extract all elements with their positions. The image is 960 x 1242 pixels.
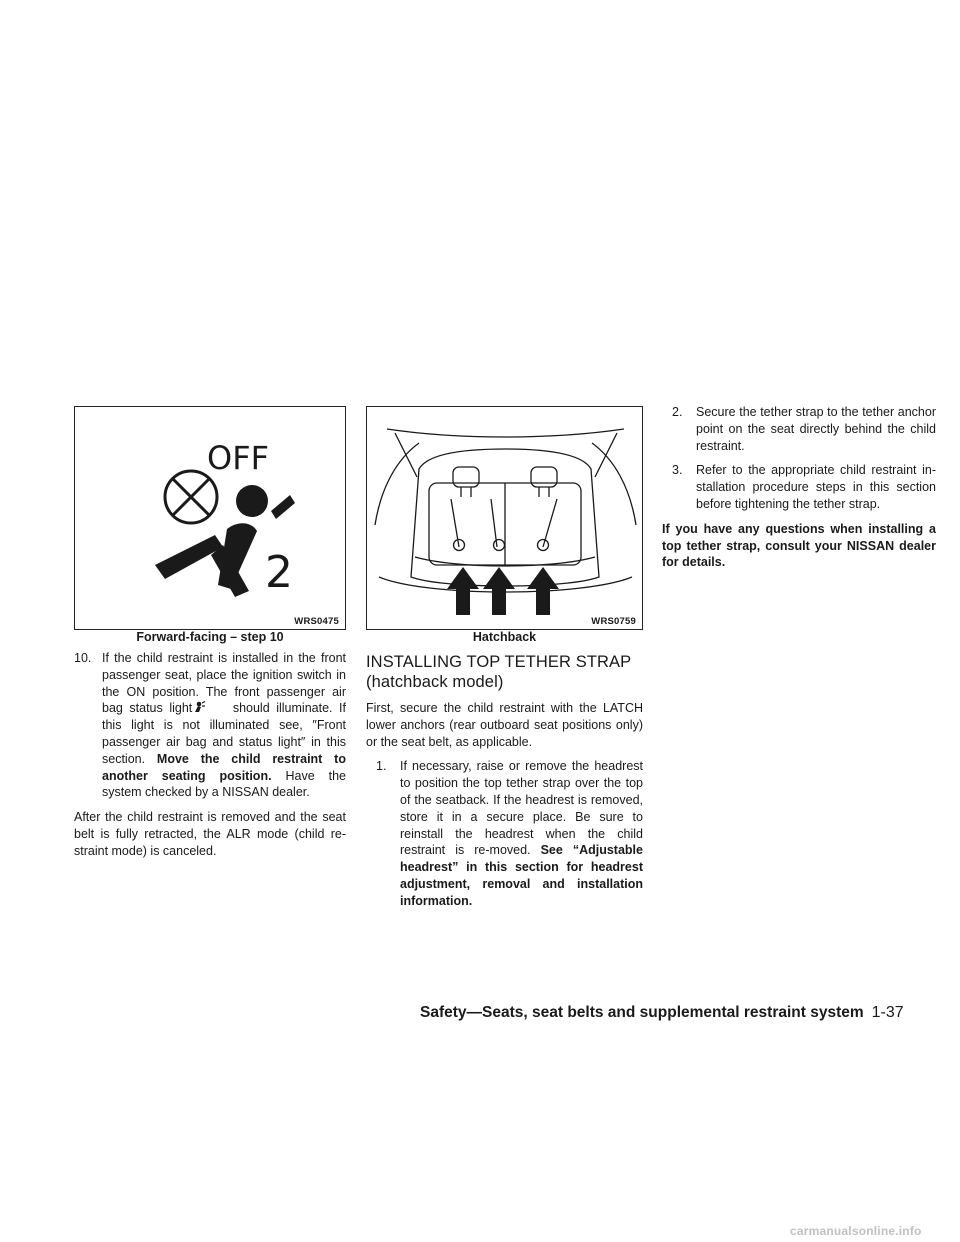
heading-line: (hatchback model) — [366, 673, 504, 691]
step-text: Have the system checked by a NISSAN dealer. — [102, 768, 346, 800]
step-text: Secure the tether strap to the tether anchor point on the seat directly behind the child restraint. — [696, 405, 936, 453]
step-text: If necessary, raise or remove the headrest to position the top tether strap over the top of the seatback. If the headrest is removed, store it in a secure place. Be sure to reinstall the headrest when the child restraint is re-moved. — [400, 759, 643, 858]
step-number: 1. — [376, 759, 387, 774]
step-warning: Move the child restraint to another seating position. — [102, 751, 346, 783]
page-footer — [420, 1004, 940, 1022]
airbag-off-figure — [74, 406, 346, 630]
step-1 — [376, 758, 643, 909]
hatchback-figure — [366, 406, 643, 630]
step-reference: See “Adjustable headrest” in this section for headrest adjustment, removal and installation information. — [400, 843, 643, 908]
step-2 — [672, 404, 936, 454]
dealer-note: If you have any questions when installing a top tether strap, consult your NISSAN dealer for details. — [662, 521, 936, 570]
figure-code: WRS0759 — [591, 616, 636, 627]
hatchback-cargo-illustration — [367, 407, 643, 630]
passenger-airbag-off-icon — [75, 407, 346, 630]
alr-cancel-paragraph: After the child restraint is removed and the seat belt is fully retracted, the ALR mode (child re-straint mode) is canceled. — [74, 810, 346, 858]
step-3 — [672, 462, 936, 512]
section-heading — [366, 652, 643, 692]
off-label: OFF — [207, 439, 269, 477]
heading-line: INSTALLING TOP TETHER STRAP — [366, 653, 632, 671]
left-column — [74, 650, 346, 868]
figure-caption: Forward-facing – step 10 — [136, 630, 284, 644]
step-number: 2. — [672, 405, 683, 419]
watermark: carmanualsonline.info — [790, 1224, 922, 1238]
figure-code: WRS0475 — [294, 616, 339, 627]
step-text: If the child restraint is installed in the front passenger seat, place the ignition switch in the ON position. The front passenger air bag status light — [102, 651, 346, 716]
step-number: 3. — [672, 463, 683, 478]
step-text: Refer to the appropriate child restraint in-stallation procedure steps in this section before tightening the tether strap. — [696, 463, 936, 511]
right-column — [662, 404, 936, 579]
figure-caption: Hatchback — [472, 630, 537, 644]
page-number: 1-37 — [871, 1004, 904, 1021]
step-number: 10. — [74, 651, 92, 665]
section-title: Safety—Seats, seat belts and supplemental restraint system — [420, 1004, 864, 1021]
seat-number: 2 — [265, 547, 293, 598]
step-text: should illuminate. If this light is not illuminated see, ″Front passenger air bag and status light″ in this section. — [102, 701, 346, 766]
middle-column — [366, 652, 643, 918]
intro-paragraph: First, secure the child restraint with the LATCH lower anchors (rear outboard seat positions only) or the seat belt, as applicable. — [366, 701, 643, 749]
airbag-status-light-icon — [192, 701, 226, 713]
step-10 — [74, 650, 346, 801]
